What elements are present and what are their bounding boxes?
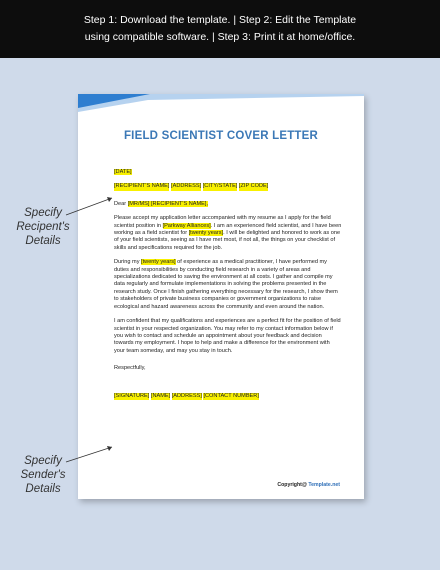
recipient-zip-placeholder: [ZIP CODE] — [238, 183, 269, 190]
paragraph-2-part-a: During my — [114, 259, 142, 266]
paragraph-3: I am confident that my qualifications and experiences are a perfect fit for the position of field scientist in your respected organization. You may refer to my contact information below if you wish to contact and schedule an appointment about your feedback and decision towards my employment. I hope to help and make a difference for the environment with your team someday, and may you stay in touch. — [114, 318, 341, 354]
organization-placeholder: [Parkway Alliances] — [162, 222, 211, 229]
paragraph-1-part-a: Please accept my application letter accompanied with my resume as I apply for the field scientist position in — [114, 215, 331, 229]
date-placeholder: [DATE] — [114, 169, 132, 175]
closing: Respectfully, — [114, 365, 146, 372]
recipient-details-label: Specify Recipent's Details — [16, 207, 70, 247]
contact-number-placeholder: [CONTACT NUMBER] — [203, 392, 259, 399]
salutation-name-placeholder: [MR/MS] [RECIPIENT'S NAME], — [127, 200, 209, 207]
sender-address-placeholder: [ADDRESS] — [171, 392, 202, 399]
sender-details-label: Specify Sender's Details — [20, 455, 66, 495]
document-title: FIELD SCIENTIST COVER LETTER — [123, 130, 319, 142]
recipient-address-placeholder: [ADDRESS] — [171, 183, 202, 190]
sender-arrow-line — [66, 447, 112, 462]
instructions-line-1: Step 1: Download the template. | Step 2: Edit the Template — [83, 14, 357, 26]
signature-placeholder: [SIGNATURE] — [114, 392, 150, 399]
years-placeholder: [twenty years] — [188, 230, 224, 237]
copyright-prefix: Copyright@ — [277, 482, 309, 488]
years-placeholder-2: [twenty years] — [141, 259, 176, 266]
recipient-arrow-line — [66, 198, 112, 215]
sender-name-placeholder: [NAME] — [150, 392, 171, 399]
paragraph-1-part-b: . I am an experienced field scientist, and I have been working as a field scientist for — [114, 222, 342, 237]
paragraph-2-part-b: of experience as a medical practitioner, I have performed my duties and responsibilities by conducting field research in a variety of areas and specializations dedicated to saving the environment at all costs. I gather and compile my data regularly and formulate implementations in solving the problems presented in the research study. Once I finish gathering everything necessary for the research, I show them to stakeholders of private business companies or government organizations to raise ecological and hazard awareness across the community and even around the nation. — [114, 259, 338, 310]
paragraph-1-part-c: . I will be delighted and honored to work as one of your field scientists, seeing as I have met most, if not all, the things on your checklist of skills and specifications required for the job. — [114, 230, 341, 251]
salutation-prefix: Dear — [114, 200, 128, 207]
brand-name: Template.net — [308, 482, 340, 488]
recipient-name-placeholder: [RECIPIENT'S NAME] — [114, 183, 170, 190]
instructions-line-2: using compatible software. | Step 3: Print it at home/office. — [84, 31, 356, 43]
recipient-city-placeholder: [CITY/STATE] — [202, 183, 238, 190]
